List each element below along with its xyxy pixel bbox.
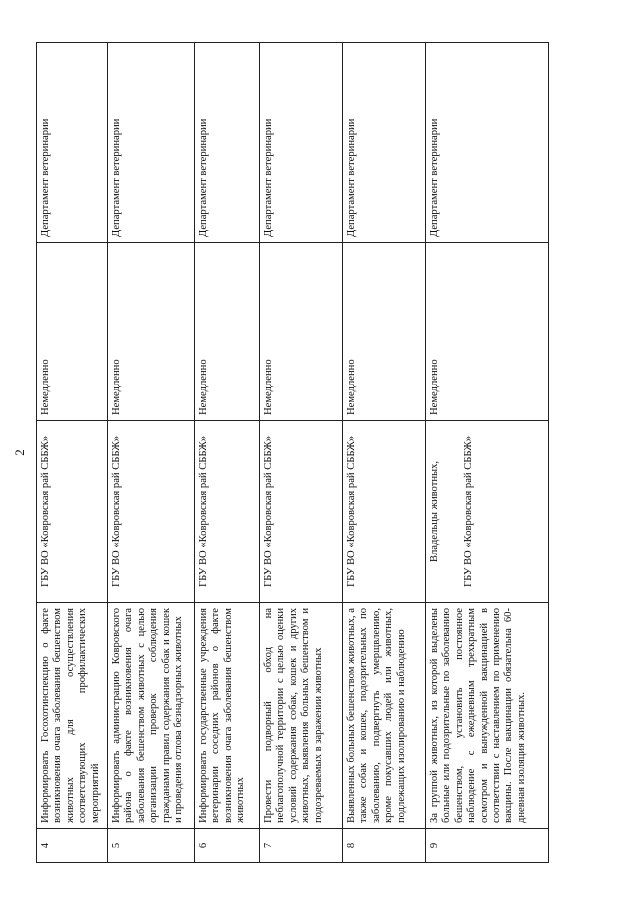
executor-text: ГБУ ВО «Ковровская рай СББЖ» xyxy=(346,436,357,588)
measures-table xyxy=(36,42,549,863)
table-row xyxy=(260,43,343,863)
executor-text: ГБУ ВО «Ковровская рай СББЖ» xyxy=(111,436,122,588)
table-row xyxy=(426,43,549,863)
executor-cell xyxy=(260,421,343,603)
responsible-cell: Департамент ветеринарии xyxy=(37,43,108,243)
executor-text: ГБУ ВО «Ковровская рай СББЖ» xyxy=(463,436,475,588)
executor-text-owners: Владельцы животных, xyxy=(429,460,440,563)
executor-text: ГБУ ВО «Ковровская рай СББЖ» xyxy=(263,436,274,588)
measure-text: Информировать государственные учреждения ветеринарии соседних районов о факте возникновения очага заболевания бешенством животных xyxy=(195,603,260,829)
term-cell: Немедленно xyxy=(343,243,426,421)
table-row xyxy=(343,43,426,863)
table-row xyxy=(37,43,108,863)
executor-cell xyxy=(37,421,108,603)
executor-cell xyxy=(108,421,195,603)
term-cell: Немедленно xyxy=(260,243,343,421)
executor-cell xyxy=(195,421,260,603)
responsible-cell: Департамент ветеринарии xyxy=(195,43,260,243)
measure-text: За группой животных, из которой выделены больные или подозрительные по заболеванию бешенством, установить постоянное наблюдение с ежедневным трехкратным осмотром и вынужденной вакцинацией в соответствии с наставлением по применению вакцины. После вакцинации обязательна 60-дневная изоляция животных. xyxy=(426,603,549,829)
measure-text: Выявленных больных бешенством животных, а также собак и кошек, подозрительных по заболеванию, подвергнуть умерщвлению, кроме покусавших людей или животных, подлежащих изолированию и наблюдению xyxy=(343,603,426,829)
table-row xyxy=(195,43,260,863)
responsible-cell: Департамент ветеринарии xyxy=(426,43,549,243)
term-cell: Немедленно xyxy=(426,243,549,421)
responsible-cell: Департамент ветеринарии xyxy=(108,43,195,243)
row-number: 4 xyxy=(37,829,108,863)
row-number: 8 xyxy=(343,829,426,863)
row-number: 9 xyxy=(426,829,549,863)
measure-text: Информировать Госохотинспекцию о факте возникновения очага заболевания бешенством животных для осуществления соответствующих профилактических мероприятий xyxy=(37,603,108,829)
row-number: 5 xyxy=(108,829,195,863)
term-cell: Немедленно xyxy=(108,243,195,421)
responsible-cell: Департамент ветеринарии xyxy=(343,43,426,243)
responsible-cell: Департамент ветеринарии xyxy=(260,43,343,243)
table-row xyxy=(108,43,195,863)
executor-text: ГБУ ВО «Ковровская рай СББЖ» xyxy=(198,436,209,588)
term-cell: Немедленно xyxy=(195,243,260,421)
page-number: 2 xyxy=(12,449,27,456)
executor-text: ГБУ ВО «Ковровская рай СББЖ» xyxy=(40,436,51,588)
measure-text: Провести подворный обход на неблагополучной территории с целью оценки условий содержания собак, кошек и других животных, выявления больных бешенством и подозреваемых в заражении животных xyxy=(260,603,343,829)
measure-text: Информировать администрацию Ковровского района о факте возникновения очага заболевания бешенством животных с целью организации проверок соблюдения гражданами правил содержания собак и кошек и проведения отлова безнадзорных животных xyxy=(108,603,195,829)
executor-cell xyxy=(343,421,426,603)
row-number: 6 xyxy=(195,829,260,863)
executor-cell xyxy=(426,421,549,603)
term-cell: Немедленно xyxy=(37,243,108,421)
row-number: 7 xyxy=(260,829,343,863)
